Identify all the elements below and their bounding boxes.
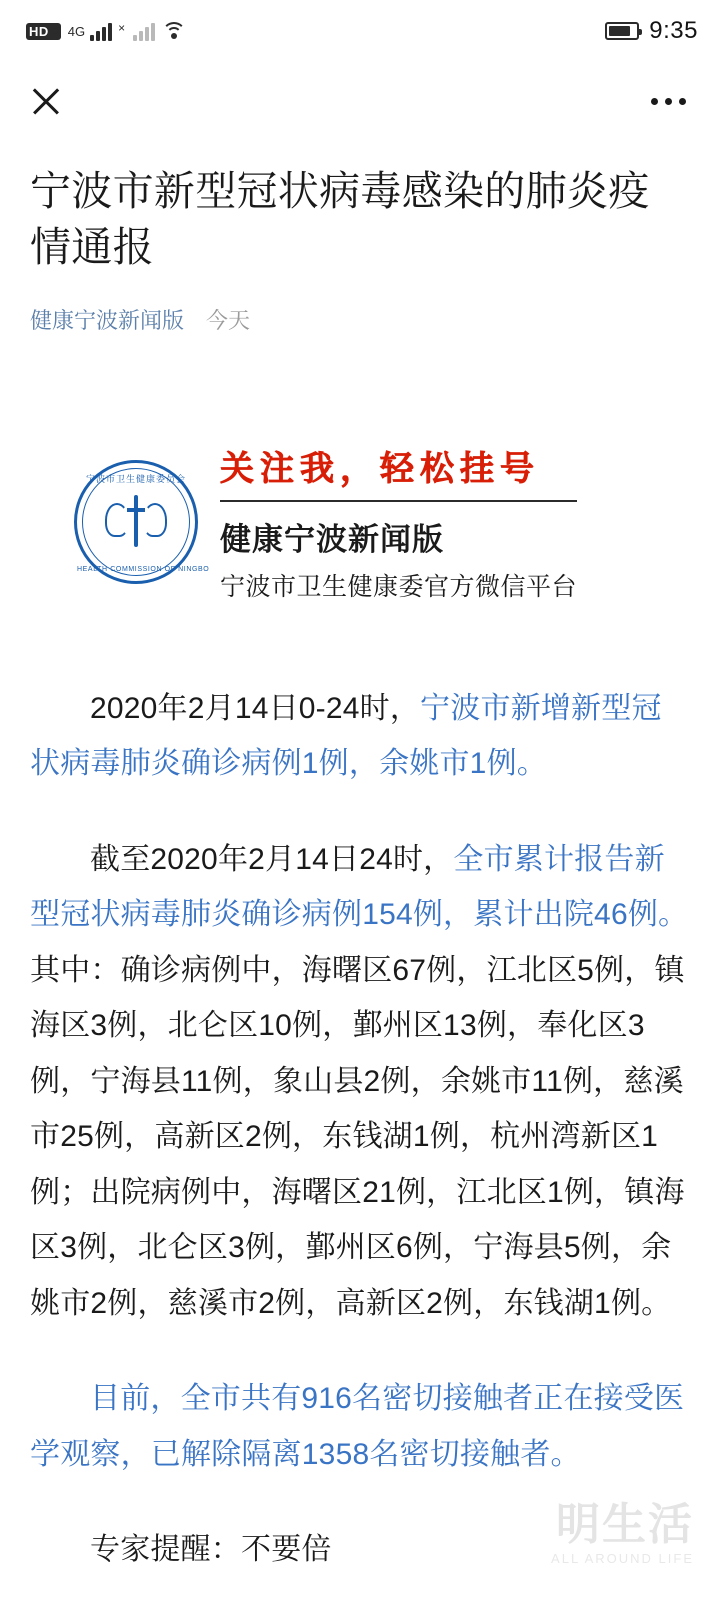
article-paragraph bbox=[30, 1371, 690, 1482]
article-container bbox=[0, 140, 720, 1618]
account-name-link[interactable]: 健康宁波新闻版 bbox=[30, 307, 185, 333]
signal-bars-secondary-icon bbox=[133, 21, 155, 41]
logo-bottom-text: HEALTH COMMISSION OF NINGBO bbox=[77, 565, 210, 573]
health-commission-logo-icon bbox=[74, 460, 210, 584]
network-type-label: 4G bbox=[67, 23, 86, 39]
banner-divider bbox=[220, 500, 577, 502]
status-bar bbox=[0, 0, 720, 62]
article-paragraph bbox=[30, 681, 690, 792]
account-banner bbox=[30, 441, 690, 603]
signal-bars-icon bbox=[90, 21, 112, 41]
body-text: 其中：确诊病例中，海曙区67例，江北区5例，镇海区3例，北仑区10例，鄞州区13例，奉化区3例，宁海县11例，象山县2例，余姚市11例，慈溪市25例，高新区2例，东钱湖1例，杭州湾新区1例；出院病例中，海曙区21例，江北区1例，镇海区3例，北仑区3例，鄞州区6例，宁海县5例，余姚市2例，慈溪市2例，高新区2例，东钱湖1例。 bbox=[30, 953, 685, 1320]
battery-icon bbox=[605, 22, 639, 40]
wifi-icon bbox=[162, 22, 186, 41]
nav-bar bbox=[0, 62, 720, 140]
logo-top-text: 宁波市卫生健康委员会 bbox=[85, 473, 186, 484]
publish-date-label: 今天 bbox=[206, 307, 251, 333]
article-paragraph bbox=[30, 832, 690, 1332]
body-text: 2020年2月14日0-24时， bbox=[90, 691, 421, 725]
banner-account-title: 健康宁波新闻版 bbox=[220, 521, 444, 557]
close-icon[interactable] bbox=[26, 81, 66, 121]
more-options-icon[interactable] bbox=[647, 88, 690, 115]
watermark-sub-text: ALL AROUND LIFE bbox=[551, 1550, 694, 1566]
hd-icon bbox=[26, 23, 61, 40]
hd-label: HD bbox=[29, 23, 49, 39]
body-text: 截至2020年2月14日24时， bbox=[90, 842, 454, 876]
article-body bbox=[30, 681, 690, 1578]
highlighted-text: 全市累计报告新型冠状病毒肺炎确诊病例154例，累计出院46例。 bbox=[30, 842, 689, 931]
clock-label: 9:35 bbox=[649, 17, 698, 44]
banner-slogan: 关注我，轻松挂号 bbox=[220, 448, 540, 489]
article-meta bbox=[30, 304, 690, 335]
article-paragraph bbox=[30, 1522, 690, 1578]
banner-account-subtitle: 宁波市卫生健康委官方微信平台 bbox=[220, 572, 578, 601]
status-bar-right bbox=[605, 17, 698, 45]
banner-text-block bbox=[220, 441, 577, 603]
status-bar-left bbox=[26, 21, 186, 41]
highlighted-text: 目前，全市共有916名密切接触者正在接受医学观察，已解除隔离1358名密切接触者。 bbox=[30, 1382, 685, 1471]
watermark-main-text: 明生活 bbox=[556, 1499, 694, 1549]
page-title: 宁波市新型冠状病毒感染的肺炎疫情通报 bbox=[30, 168, 650, 270]
sim-disabled-icon: × bbox=[118, 21, 126, 35]
highlighted-text: 宁波市新增新型冠状病毒肺炎确诊病例1例，余姚市1例。 bbox=[30, 691, 662, 780]
body-text: 专家提醒：不要倍 bbox=[90, 1533, 332, 1566]
